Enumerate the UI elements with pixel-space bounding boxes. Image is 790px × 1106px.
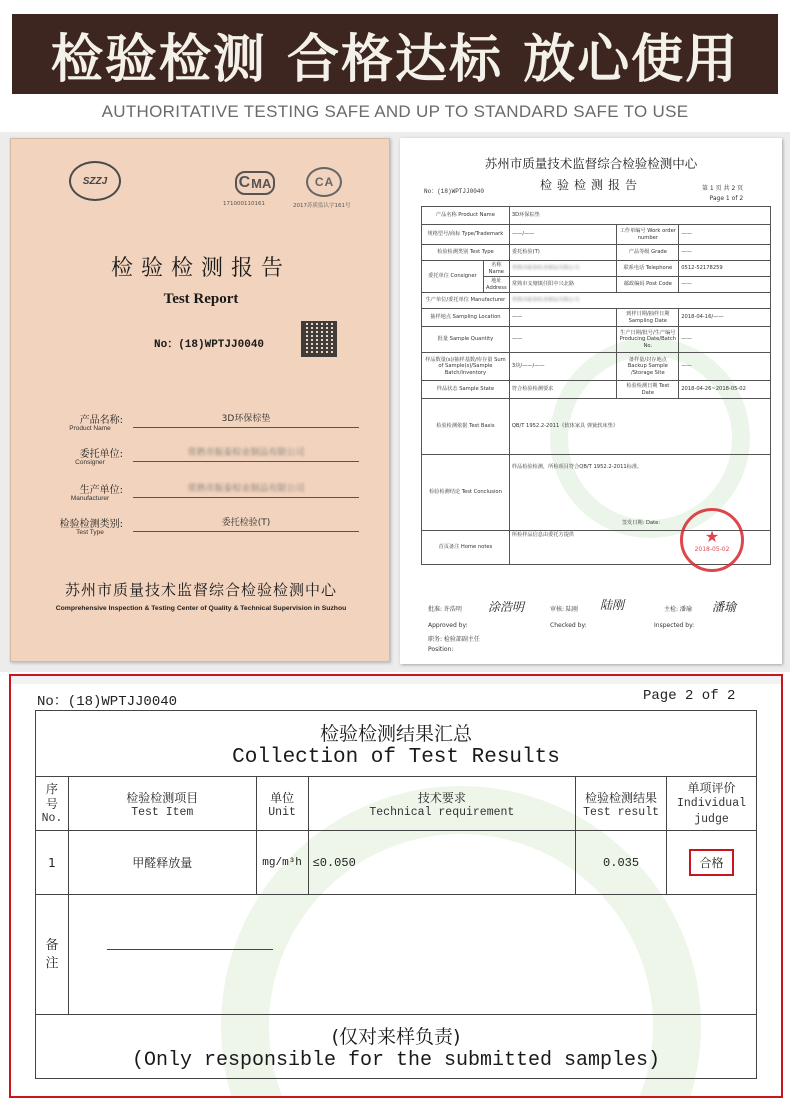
cell-label: 检验检测结论 Test Conclusion bbox=[422, 455, 510, 531]
field-value: 3D环保棕垫 bbox=[221, 414, 271, 424]
page1-title: 检验检测报告 bbox=[539, 178, 642, 192]
pass-badge: 合格 bbox=[689, 849, 733, 876]
cell-label: 检验检测日期 Test Date bbox=[617, 381, 679, 399]
report-page-2-highlight bbox=[9, 674, 783, 1098]
header-requirement bbox=[308, 777, 576, 831]
field-value: 委托检验(T) bbox=[221, 518, 271, 528]
page1-organization: 苏州市质量技术监督综合检验检测中心 bbox=[484, 156, 698, 171]
cell-label: 检验检测依据 Test Basis bbox=[422, 399, 510, 455]
header-cn: 序号 bbox=[45, 782, 58, 811]
field-label: 委托单位: bbox=[79, 449, 123, 460]
cell-label: 邮政编码 Post Code bbox=[617, 277, 679, 293]
seal-star-icon: ★ bbox=[704, 527, 720, 546]
results-title bbox=[36, 711, 757, 777]
cell-value: 委托检验(T) bbox=[509, 245, 617, 261]
check-en: Checked by: bbox=[550, 622, 587, 629]
cover-report-no: No：(18)WPTJJ0040 bbox=[154, 339, 265, 351]
cell-label: 地址 Address bbox=[483, 277, 509, 293]
header-en: Test Item bbox=[131, 805, 194, 819]
page2-page-number: Page 2 of 2 bbox=[643, 688, 736, 704]
field-label: 生产单位: bbox=[79, 485, 123, 496]
notes-row bbox=[36, 895, 757, 1015]
page2-report-no: No：(18)WPTJJ0040 bbox=[37, 694, 178, 710]
seal-date: 2018-05-02 bbox=[694, 546, 730, 553]
field-value: 常熟市振泰棕业制品有限公司 bbox=[187, 448, 305, 458]
header-en: Test result bbox=[583, 805, 660, 819]
cell-requirement: ≤0.050 bbox=[308, 831, 576, 895]
cover-title: 检验检测报告 bbox=[110, 256, 291, 281]
report-page-1 bbox=[400, 138, 782, 664]
check-label: 审核: 陆刚 bbox=[550, 606, 578, 613]
disclaimer-row bbox=[36, 1015, 757, 1079]
cell-label: 名称 Name bbox=[483, 261, 509, 277]
page1-report-no: No：(18)WPTJJ0040 bbox=[424, 188, 485, 195]
page-number-cn: 第 1 页 共 2 页 bbox=[702, 185, 744, 192]
cell-value: —— bbox=[509, 309, 617, 327]
header-cn: 检验检测项目 bbox=[126, 790, 199, 805]
cell-label: 联系电话 Telephone bbox=[617, 261, 679, 277]
cell-label: 工作单编号 Work order number bbox=[617, 225, 679, 245]
field-label: 产品名称: bbox=[79, 415, 123, 426]
cal-logo-icon: C A bbox=[306, 167, 342, 197]
cell-value: 符合检验检测要求 bbox=[509, 381, 617, 399]
cell-value: 3块/——/—— bbox=[509, 353, 617, 381]
approve-label: 批准: 许浩明 bbox=[428, 606, 462, 613]
header-en: Individual judge bbox=[676, 797, 746, 826]
field-underline bbox=[133, 531, 359, 532]
field-label-en: Test Type bbox=[76, 529, 104, 536]
conclusion-text: 样品检验检测，所检项目符合QB/T 1952.2-2011标准。 bbox=[511, 464, 643, 470]
cell-label: 备样量/封存地点 Backup Sample /Storage Site bbox=[617, 353, 679, 381]
header-en: Unit bbox=[268, 805, 296, 819]
cell-value: —— bbox=[679, 277, 771, 293]
field-underline bbox=[133, 427, 359, 428]
duty-label: 职务: 检验部副主任 bbox=[428, 636, 480, 643]
official-seal-icon bbox=[680, 508, 744, 572]
banner-title: 检验检测 合格达标 放心使用 bbox=[50, 29, 740, 90]
cell-value: 常熟市支塘镇任阳中兴北路 bbox=[509, 277, 617, 293]
disclaimer-cell bbox=[36, 1015, 757, 1079]
header-item bbox=[68, 777, 256, 831]
issue-date-label: 签发日期: Date: bbox=[621, 519, 661, 526]
check-signature: 陆刚 bbox=[600, 598, 625, 612]
cell-label: 委托单位 Consigner bbox=[422, 261, 484, 293]
field-label-en: Product Name bbox=[69, 425, 111, 432]
cell-label: 产品等级 Grade bbox=[617, 245, 679, 261]
cell-label: 样品状态 Sample State bbox=[422, 381, 510, 399]
disclaimer-en: (Only responsible for the submitted samples) bbox=[131, 1048, 661, 1072]
cell-label: 首页备注 Home notes bbox=[422, 531, 510, 565]
cell-label: 批量 Sample Quantity bbox=[422, 327, 510, 353]
header-en: No. bbox=[41, 812, 63, 825]
cell-value: 常熟市振泰棕业制品有限公司 bbox=[509, 261, 617, 277]
page1-page-number bbox=[702, 184, 743, 204]
page2-top-edge bbox=[11, 676, 781, 684]
qr-code-icon bbox=[301, 321, 337, 357]
cma-number: 171000110161 bbox=[223, 201, 265, 207]
cell-label: 样品数量(s)/抽样基数/库存量 Sum of Sample(s)/Sample Batch/Inventory bbox=[422, 353, 510, 381]
banner-bar bbox=[12, 14, 778, 94]
cell-value: 3D环保棕垫 bbox=[509, 207, 770, 225]
results-title-en: Collection of Test Results bbox=[232, 745, 560, 769]
cell-label: 抽样地点 Sampling Location bbox=[422, 309, 510, 327]
cell-judge bbox=[667, 831, 757, 895]
approve-signature: 涂浩明 bbox=[488, 600, 525, 614]
notes-cell bbox=[68, 895, 756, 1015]
cell-label: 生产日期/批号/生产编号 Producing Date/Batch No. bbox=[617, 327, 679, 353]
cal-note: 2017苏质监认字161号 bbox=[293, 203, 351, 209]
cell-value: —— bbox=[679, 225, 771, 245]
cell-value: 0512-52178259 bbox=[679, 261, 771, 277]
cell-item: 甲醛释放量 bbox=[68, 831, 256, 895]
cell-label: 检验检测类别 Test Type bbox=[422, 245, 510, 261]
field-label: 检验检测类别: bbox=[59, 519, 123, 530]
cover-organization-en: Comprehensive Inspection & Testing Center of Quality & Technical Supervision in Suzhou bbox=[55, 605, 347, 612]
header-result bbox=[576, 777, 667, 831]
header-cn: 技术要求 bbox=[417, 790, 466, 805]
notes-label-cell bbox=[36, 895, 69, 1015]
page-number-en: Page 1 of 2 bbox=[709, 195, 744, 202]
cell-value: —— bbox=[679, 245, 771, 261]
cell-label: 规格型号/商标 Type/Trademark bbox=[422, 225, 510, 245]
results-header-row bbox=[36, 777, 757, 831]
szzj-logo-icon: SZZJ bbox=[69, 161, 121, 201]
cell-value: —— bbox=[509, 327, 617, 353]
cell-value: ——/—— bbox=[509, 225, 617, 245]
cell-value: 常熟市振泰棕业制品有限公司 bbox=[509, 293, 770, 309]
position-en: Position: bbox=[428, 646, 454, 653]
cell-unit: mg/m³h bbox=[256, 831, 308, 895]
banner-subtitle: AUTHORITATIVE TESTING SAFE AND UP TO STANDARD SAFE TO USE bbox=[101, 102, 689, 121]
cell-label: 生产单位/委托单位 Manufacturer bbox=[422, 293, 510, 309]
cell-label: 到样日期/抽样日期 Sampling Date bbox=[617, 309, 679, 327]
disclaimer-cn: (仅对来样负责) bbox=[331, 1025, 461, 1048]
cell-value: 所检样品信息由委托方提供 bbox=[509, 531, 770, 565]
cell-no: 1 bbox=[36, 831, 69, 895]
inspect-en: Inspected by: bbox=[654, 622, 695, 629]
results-table bbox=[35, 710, 757, 1079]
cma-logo-icon: C MA bbox=[235, 171, 275, 195]
results-title-cn: 检验检测结果汇总 bbox=[319, 722, 472, 745]
cover-organization: 苏州市质量技术监督综合检验检测中心 bbox=[64, 581, 337, 599]
field-underline bbox=[133, 461, 359, 462]
header-cn: 单项评价 bbox=[687, 781, 736, 795]
field-label-en: Consigner bbox=[75, 459, 105, 466]
cover-title-en: Test Report bbox=[163, 291, 239, 307]
report-cover bbox=[10, 138, 390, 662]
cell-label: 产品名称 Product Name bbox=[422, 207, 510, 225]
cell-result: 0.035 bbox=[576, 831, 667, 895]
table-row bbox=[36, 831, 757, 895]
inspect-label: 主检: 潘瑜 bbox=[664, 606, 692, 613]
field-value: 常熟市振泰棕业制品有限公司 bbox=[187, 484, 305, 494]
field-underline bbox=[133, 497, 359, 498]
approve-en: Approved by: bbox=[428, 622, 468, 629]
header-seq bbox=[36, 777, 69, 831]
cell-value: QB/T 1952.2-2011《软体家具 弹簧软床垫》 bbox=[509, 399, 770, 455]
cell-value: —— bbox=[679, 327, 771, 353]
header-en: Technical requirement bbox=[369, 805, 515, 819]
notes-label: 备注 bbox=[45, 937, 59, 971]
header-judge bbox=[667, 777, 757, 831]
results-title-row bbox=[36, 711, 757, 777]
cell-value: 2018-04-26~2018-05-02 bbox=[679, 381, 771, 399]
banner-section bbox=[0, 0, 790, 132]
header-unit bbox=[256, 777, 308, 831]
field-label-en: Manufacturer bbox=[70, 495, 110, 502]
cell-value: 2018-04-16/—— bbox=[679, 309, 771, 327]
cell-value: —— bbox=[679, 353, 771, 381]
notes-underline bbox=[107, 949, 273, 950]
inspect-signature: 潘瑜 bbox=[712, 600, 737, 614]
header-cn: 检验检测结果 bbox=[585, 790, 658, 805]
header-cn: 单位 bbox=[270, 790, 295, 805]
